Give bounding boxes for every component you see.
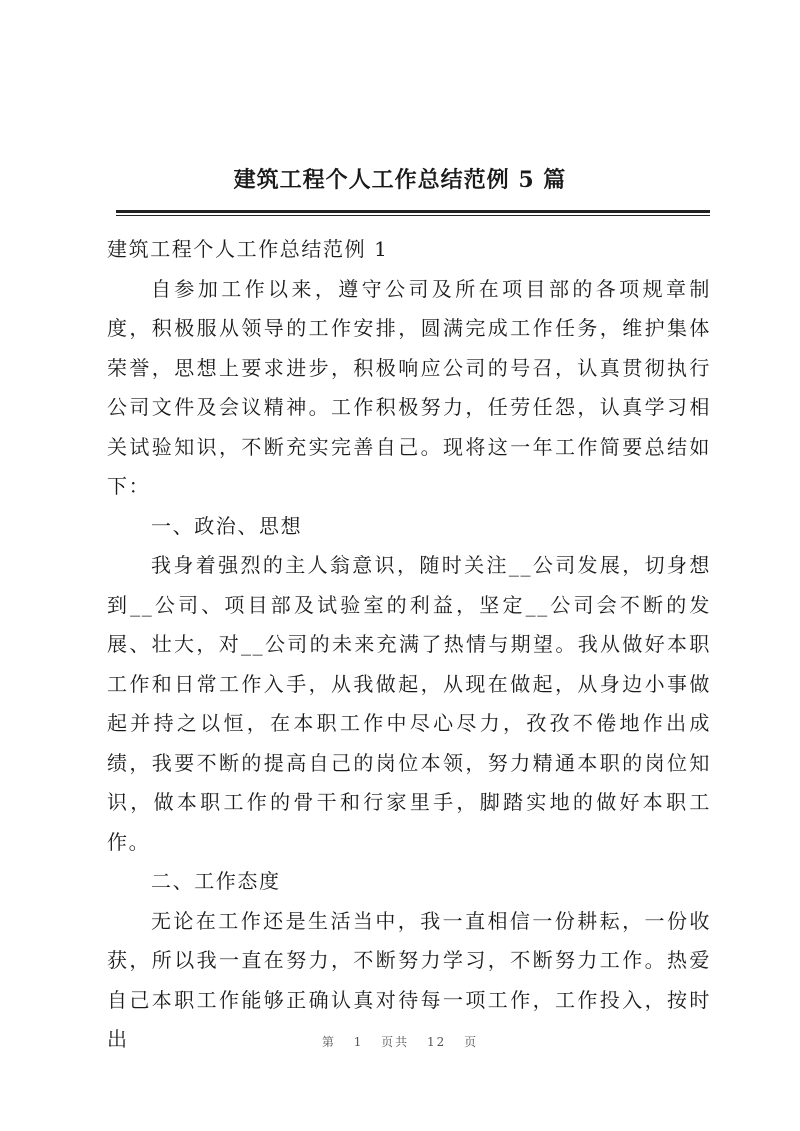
title-divider-thick	[116, 210, 710, 213]
document-title: 建筑工程个人工作总结范例 5 篇	[233, 167, 567, 193]
footer-prefix: 第	[321, 1035, 336, 1049]
section-1-paragraph: 我身着强烈的主人翁意识，随时关注__公司发展，切身想到__公司、项目部及试验室的利益，坚定__公司会不断的发展、壮大，对__公司的未来充满了热情与期望。我从做好本职工作和日常工作入手，从我做起，从现在做起，从身边小事做起并持之以恒，在本职工作中尽心尽力，孜孜不倦地作出成绩，我要不断的提高自己的岗位本领，努力精通本职的岗位知识，做本职工作的骨干和行家里手，脚踏实地的做好本职工作。	[107, 553, 711, 854]
section-2-paragraph: 无论在工作还是生活当中，我一直相信一份耕耘，一份收获，所以我一直在努力，不断努力学习，不断努力工作。热爱自己本职工作能够正确认真对待每一项工作，工作投入，按时出	[107, 908, 711, 1051]
intro-paragraph: 自参加工作以来，遵守公司及所在项目部的各项规章制度，积极服从领导的工作安排，圆满完成工作任务，维护集体荣誉，思想上要求进步，积极响应公司的号召，认真贯彻执行公司文件及会议精神。工作积极努力，任劳任怨，认真学习相关试验知识，不断充实完善自己。现将这一年工作简要总结如下：	[107, 276, 711, 498]
section-2-heading: 二、工作态度	[151, 869, 281, 893]
section-1-heading: 一、政治、思想	[151, 513, 303, 538]
document-body	[107, 230, 711, 1060]
footer-page-number: 1	[353, 1035, 364, 1049]
footer-suffix: 页	[464, 1035, 479, 1049]
title-divider-thin	[116, 215, 710, 216]
footer-middle: 页共	[381, 1035, 410, 1049]
section-subtitle: 建筑工程个人工作总结范例 1	[107, 237, 389, 261]
page-footer	[0, 1033, 800, 1050]
footer-total-pages: 12	[427, 1035, 447, 1049]
